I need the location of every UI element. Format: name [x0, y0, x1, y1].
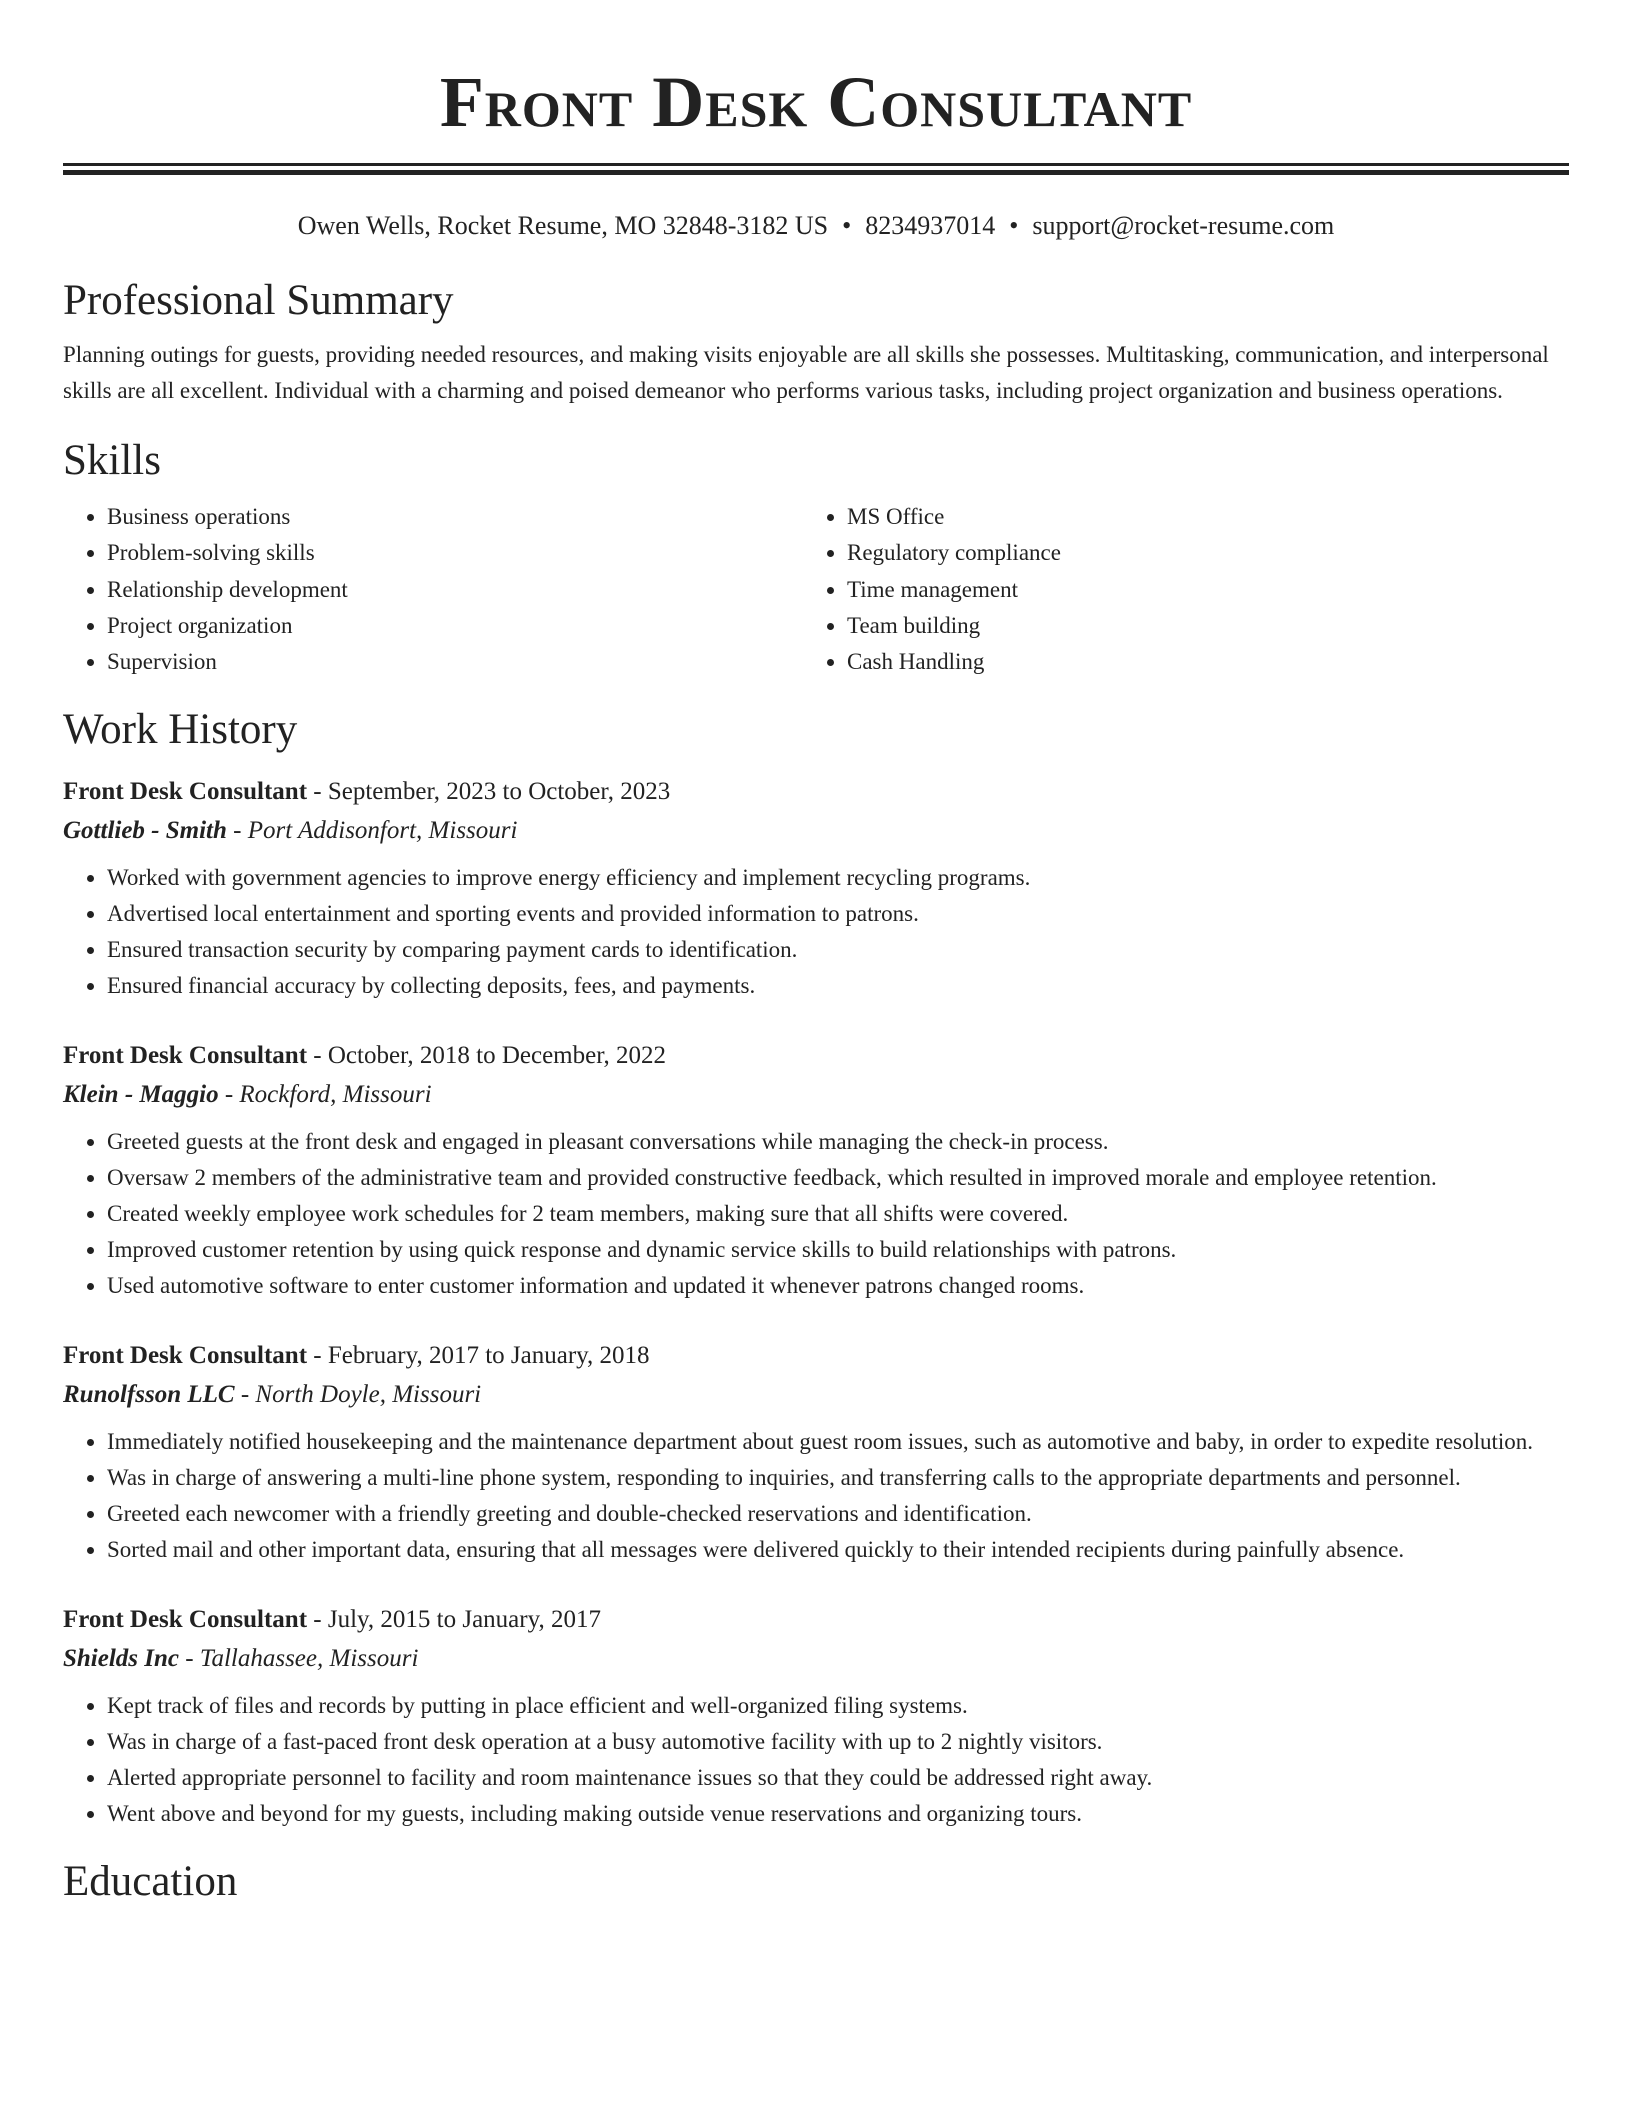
skill-item: • Cash Handling	[847, 644, 1543, 680]
job-title-line: Front Desk Consultant - July, 2015 to January, 2017	[63, 1606, 601, 1634]
contact-separator: •	[1009, 211, 1019, 240]
job-bullet: • Oversaw 2 members of the administrative team and provided constructive feedback, which resulted in improved morale and employee retention.	[107, 1160, 1569, 1196]
job-bullet: • Worked with government agencies to improve energy efficiency and implement recycling programs.	[107, 860, 1569, 896]
job-bullet: • Immediately notified housekeeping and the maintenance department about guest room issues, such as automotive and baby, in order to expedite resolution.	[107, 1424, 1569, 1460]
job-bullet: • Was in charge of a fast-paced front desk operation at a busy automotive facility with up to 2 nightly visitors.	[107, 1724, 1569, 1760]
job-bullet: • Alerted appropriate personnel to facility and room maintenance issues so that they could be addressed right away.	[107, 1760, 1569, 1796]
skill-item: • Relationship development	[107, 572, 803, 608]
contact-address: Owen Wells, Rocket Resume, MO 32848-3182 US	[297, 211, 829, 240]
job-dates: February, 2017 to January, 2018	[327, 1342, 650, 1370]
skills-column-left	[63, 499, 803, 680]
skills-column-right	[803, 499, 1543, 680]
job-bullet: • Went above and beyond for my guests, including making outside venue reservations and organizing tours.	[107, 1796, 1569, 1832]
education-heading: Education	[63, 1858, 238, 1906]
company-line: Runolfsson LLC - North Doyle, Missouri	[63, 1381, 482, 1409]
job-entry	[63, 1036, 1569, 1304]
job-entry	[63, 772, 1569, 1004]
company-location: North Doyle, Missouri	[255, 1381, 482, 1409]
job-bullets	[63, 860, 1569, 1004]
job-dates: July, 2015 to January, 2017	[327, 1606, 601, 1634]
contact-phone: 8234937014	[865, 211, 996, 240]
company-line: Klein - Maggio - Rockford, Missouri	[63, 1081, 432, 1109]
job-bullets	[63, 1424, 1569, 1568]
company-line: Gottlieb - Smith - Port Addisonfort, Missouri	[63, 817, 518, 845]
skill-item: • MS Office	[847, 499, 1543, 535]
work-history-heading: Work History	[63, 706, 298, 754]
company-name: Gottlieb - Smith	[63, 817, 227, 845]
title-divider	[63, 163, 1569, 175]
job-bullet: • Improved customer retention by using quick response and dynamic service skills to build relationships with patrons.	[107, 1232, 1569, 1268]
job-bullets	[63, 1688, 1569, 1832]
job-entry	[63, 1600, 1569, 1832]
company-name: Runolfsson LLC	[63, 1381, 235, 1409]
job-bullet: • Advertised local entertainment and sporting events and provided information to patrons.	[107, 896, 1569, 932]
job-bullets	[63, 1124, 1569, 1304]
skill-item: • Project organization	[107, 608, 803, 644]
job-title-line: Front Desk Consultant - February, 2017 to January, 2018	[63, 1342, 650, 1370]
company-name: Klein - Maggio	[63, 1081, 219, 1109]
summary-text: Planning outings for guests, providing needed resources, and making visits enjoyable are all skills she possesses. Multitasking, communication, and interpersonal skills are all excellent. Individual with a charming and poised demeanor who performs various tasks, including project organization and business operations.	[63, 342, 1549, 403]
job-bullet: • Greeted guests at the front desk and engaged in pleasant conversations while managing the check-in process.	[107, 1124, 1569, 1160]
skills-list	[63, 499, 1569, 680]
company-location: Port Addisonfort, Missouri	[247, 817, 518, 845]
company-location: Tallahassee, Missouri	[199, 1645, 419, 1673]
resume-title: Front Desk Consultant	[439, 62, 1193, 142]
company-line: Shields Inc - Tallahassee, Missouri	[63, 1645, 419, 1673]
skills-heading: Skills	[63, 437, 161, 484]
contact-separator: •	[842, 211, 852, 240]
skill-item: • Problem-solving skills	[107, 535, 803, 571]
contact-line	[63, 209, 1569, 243]
job-dates: October, 2018 to December, 2022	[327, 1042, 667, 1070]
summary-heading: Professional Summary	[63, 277, 454, 324]
job-bullet: • Ensured financial accuracy by collecting deposits, fees, and payments.	[107, 968, 1569, 1004]
job-bullet: • Ensured transaction security by comparing payment cards to identification.	[107, 932, 1569, 968]
company-name: Shields Inc	[63, 1645, 180, 1673]
company-location: Rockford, Missouri	[239, 1081, 432, 1109]
skill-item: • Business operations	[107, 499, 803, 535]
skill-item: • Time management	[847, 572, 1543, 608]
job-bullet: • Greeted each newcomer with a friendly greeting and double-checked reservations and identification.	[107, 1496, 1569, 1532]
job-title: Front Desk Consultant	[63, 778, 308, 806]
job-dates: September, 2023 to October, 2023	[327, 778, 671, 806]
job-title: Front Desk Consultant	[63, 1606, 308, 1634]
skill-item: • Team building	[847, 608, 1543, 644]
contact-email: support@rocket-resume.com	[1032, 211, 1335, 240]
job-title: Front Desk Consultant	[63, 1342, 308, 1370]
job-bullet: • Kept track of files and records by putting in place efficient and well-organized filing systems.	[107, 1688, 1569, 1724]
job-bullet: • Sorted mail and other important data, ensuring that all messages were delivered quickly to their intended recipients during painfully absence.	[107, 1532, 1569, 1568]
job-title-line: Front Desk Consultant - October, 2018 to December, 2022	[63, 1042, 667, 1070]
job-bullet: • Was in charge of answering a multi-line phone system, responding to inquiries, and transferring calls to the appropriate departments and personnel.	[107, 1460, 1569, 1496]
skill-item: • Regulatory compliance	[847, 535, 1543, 571]
job-title-line: Front Desk Consultant - September, 2023 to October, 2023	[63, 778, 671, 806]
job-bullet: • Created weekly employee work schedules for 2 team members, making sure that all shifts were covered.	[107, 1196, 1569, 1232]
skill-item: • Supervision	[107, 644, 803, 680]
job-bullet: • Used automotive software to enter customer information and updated it whenever patrons changed rooms.	[107, 1268, 1569, 1304]
job-entry	[63, 1336, 1569, 1568]
job-title: Front Desk Consultant	[63, 1042, 308, 1070]
